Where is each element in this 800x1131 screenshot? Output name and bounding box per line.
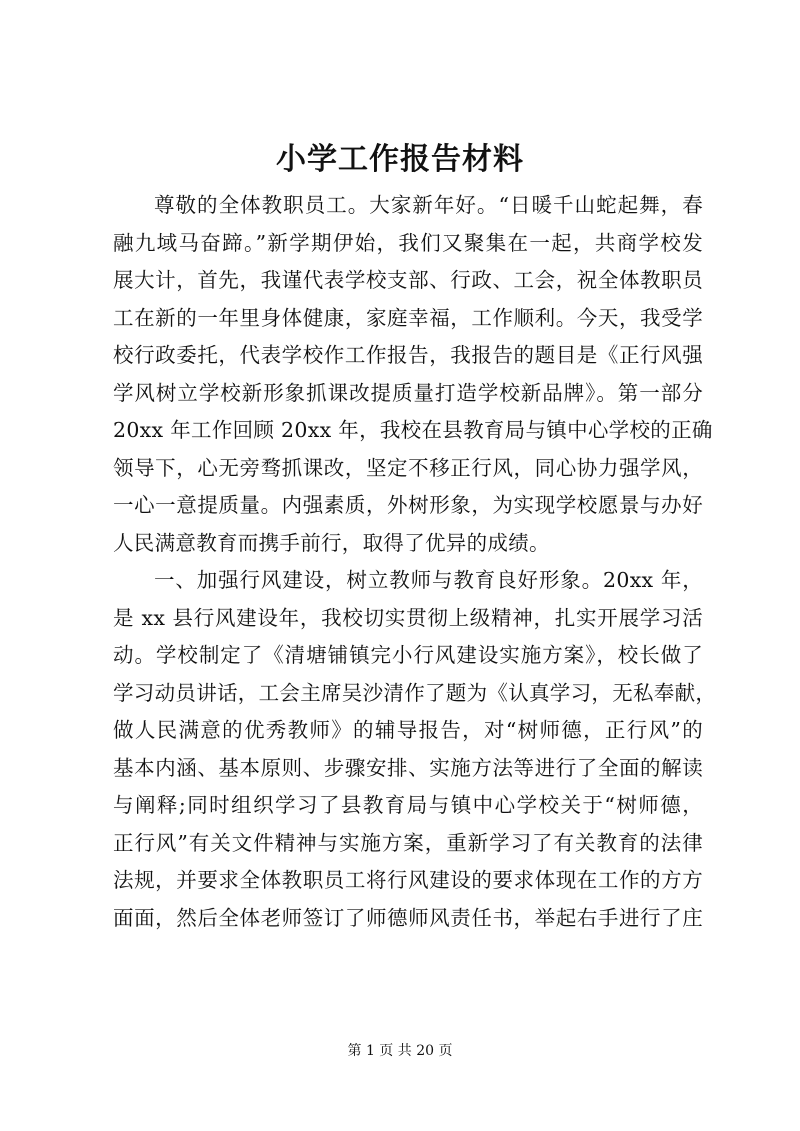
- body-line: 动。学校制定了《清塘铺镇完小行风建设实施方案》，校长做了: [113, 643, 703, 667]
- body-line: 正行风”有关文件精神与实施方案，重新学习了有关教育的法律: [113, 830, 703, 855]
- body-line: 人民满意教育而携手前行，取得了优异的成绩。: [113, 530, 550, 555]
- body-line: 尊敬的全体教职员工。大家新年好。“日暖千山蛇起舞，春: [154, 193, 703, 217]
- body-line: 领导下，心无旁骛抓课改，坚定不移正行风，同心协力强学风，: [113, 455, 703, 480]
- document-title: 小学工作报告材料: [276, 142, 524, 177]
- body-line: 学风树立学校新形象抓课改提质量打造学校新品牌》。第一部分: [113, 380, 703, 405]
- body-line: 一心一意提质量。内强素质，外树形象，为实现学校愿景与办好: [113, 493, 703, 517]
- body-line: 校行政委托，代表学校作工作报告，我报告的题目是《正行风强: [113, 343, 703, 367]
- body-line: 工在新的一年里身体健康，家庭幸福，工作顺利。今天，我受学: [113, 305, 703, 330]
- body-line: 法规，并要求全体教职员工将行风建设的要求体现在工作的方方: [113, 868, 703, 892]
- body-line: 学习动员讲话，工会主席吴沙清作了题为《认真学习，无私奉献，: [113, 680, 717, 705]
- document-body: [113, 187, 717, 937]
- body-line: 展大计，首先，我谨代表学校支部、行政、工会，祝全体教职员: [113, 268, 703, 292]
- body-line: 20xx 年工作回顾 20xx 年，我校在县教育局与镇中心学校的正确: [113, 418, 713, 442]
- page-number-footer: 第 1 页 共 20 页: [347, 1043, 453, 1059]
- body-line: 融九域马奋蹄。”新学期伊始，我们又聚集在一起，共商学校发: [113, 230, 703, 255]
- body-line: 做人民满意的优秀教师》的辅导报告，对“树师德，正行风”的: [113, 718, 703, 742]
- body-line: 是 xx 县行风建设年，我校切实贯彻上级精神，扎实开展学习活: [113, 605, 703, 630]
- body-line: 一、加强行风建设，树立教师与教育良好形象。20xx 年，: [154, 568, 703, 592]
- body-line: 基本内涵、基本原则、步骤安排、实施方法等进行了全面的解读: [113, 755, 703, 780]
- body-line: 面面，然后全体老师签订了师德师风责任书，举起右手进行了庄: [113, 905, 703, 930]
- body-line: 与阐释;同时组织学习了县教育局与镇中心学校关于“树师德，: [113, 793, 703, 817]
